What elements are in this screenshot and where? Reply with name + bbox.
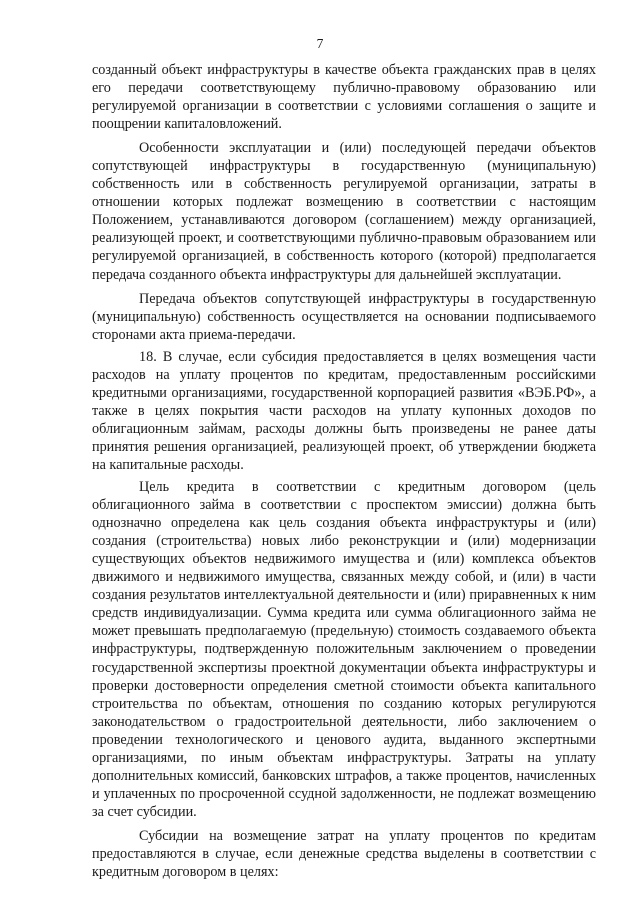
document-body [92, 61, 596, 881]
paragraph-infrastructure-transfer-continued: созданный объект инфраструктуры в качестве объекта гражданских прав в целях его передачи соответствующему публично-правовому образованию или регулируемой организации в соответствии с условиями соглашения о защите и поощрении капиталовложений. [92, 62, 596, 133]
paragraph-subsidy-conditions: Субсидии на возмещение затрат на уплату процентов по кредитам предоставляются в случае, если денежные средства выделены в соответствии с кредитным договором в целях: [92, 827, 596, 881]
page-number: 7 [316, 36, 324, 51]
paragraph-operation-features: Особенности эксплуатации и (или) последующей передачи объектов сопутствующей инфраструктуры в государственную (муниципальную) собственность или в собственность регулируемой организации, затраты в отношении которых подлежат возмещению в соответствии с настоящим Положением, устанавливаются договором (соглашением) между организацией, реализующей проект, и соответствующими публично-правовым образованием или регулируемой организацией, в собственность которого (которой) предполагается передача созданного объекта инфраструктуры для дальнейшей эксплуатации. [92, 140, 596, 283]
paragraph-transfer-act: Передача объектов сопутствующей инфраструктуры в государственную (муниципальную) собственность осуществляется на основании подписываемого сторонами акта приема-передачи. [92, 290, 596, 343]
paragraph-item-18: 18. В случае, если субсидия предоставляется в целях возмещения части расходов на уплату процентов по кредитам, предоставленным российскими кредитными организациями, государственной корпорацией развития «ВЭБ.РФ», а также в целях покрытия части расходов на уплату купонных доходов по облигационным займам, расходы должны быть произведены не ранее даты принятия решения организацией, реализующей проект, об утверждении бюджета на капитальные расходы. [92, 348, 596, 473]
paragraph-credit-purpose: Цель кредита в соответствии с кредитным договором (цель облигационного займа в соответствии с проспектом эмиссии) должна быть однозначно определена как цель создания объекта инфраструктуры и (или) создания (строительства) новых либо реконструкции и (или) модернизации существующих объектов недвижимого имущества и (или) комплекса объектов движимого и недвижимого имущества, связанных между собой, и (или) в части создания результатов интеллектуальной деятельности и (или) приравненных к ним средств индивидуализации. Сумма кредита или сумма облигационного займа не может превышать предполагаемую (предельную) стоимость создаваемого объекта инфраструктуры, подтвержденную положительным заключением о проведении государственной экспертизы проектной документации объекта инфраструктуры и проверки достоверности определения сметной стоимости объекта капитального строительства по объектам, отношения по созданию которых регулируются законодательством о градостроительной деятельности, либо заключением о проведении технологического и ценового аудита, выданного экспертными организациями, по иным объектам инфраструктуры. Затраты на уплату дополнительных комиссий, банковских штрафов, а также процентов, начисленных и уплаченных по просроченной ссудной задолженности, не подлежат возмещению за счет субсидии. [92, 479, 596, 820]
